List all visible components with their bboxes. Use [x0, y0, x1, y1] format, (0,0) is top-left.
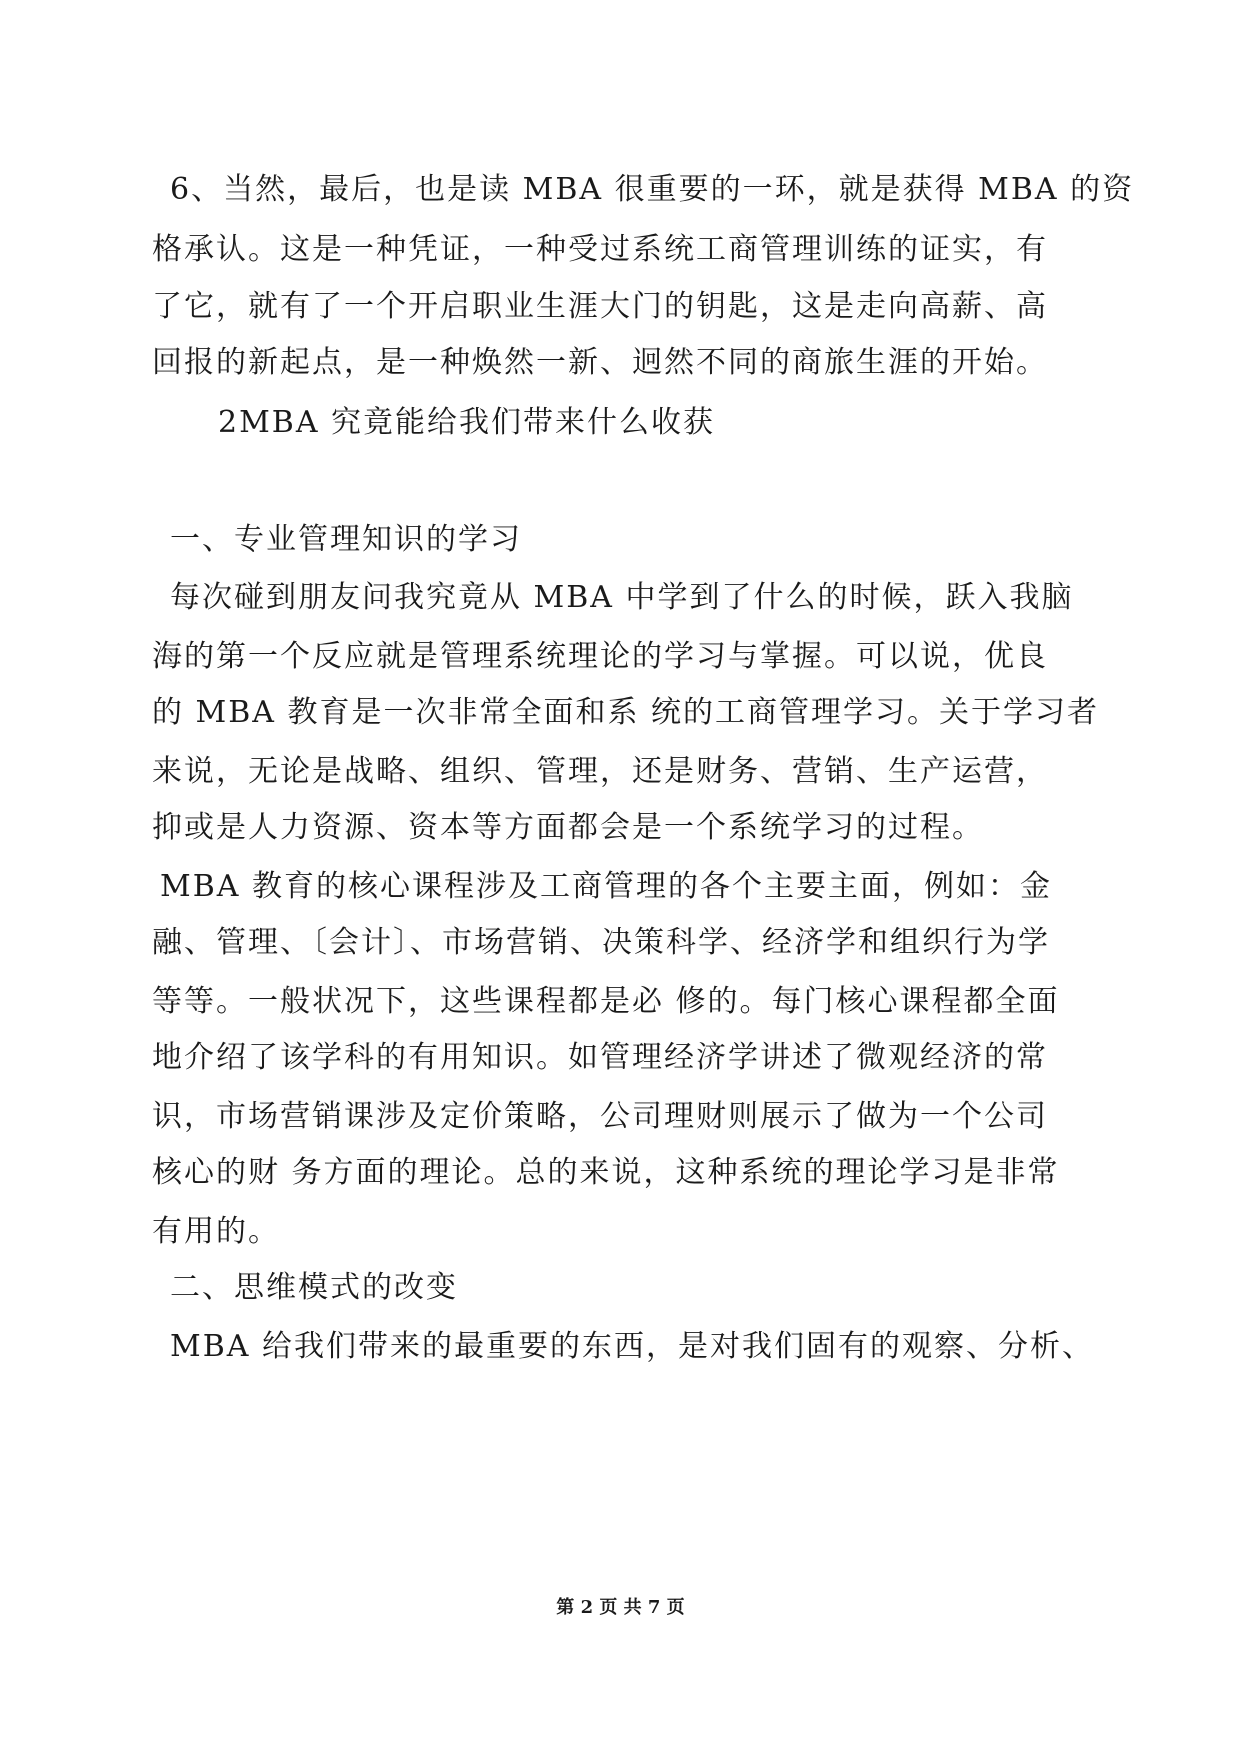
paragraph-line: 抑或是人力资源、资本等方面都会是一个系统学习的过程。	[152, 810, 984, 845]
paragraph-line: MBA 给我们带来的最重要的东西，是对我们固有的观察、分析、	[170, 1329, 1094, 1364]
paragraph-line: 了它，就有了一个开启职业生涯大门的钥匙，这是走向高薪、高	[152, 289, 1048, 324]
paragraph-line: 核心的财 务方面的理论。总的来说，这种系统的理论学习是非常	[152, 1155, 1060, 1190]
paragraph-line: 格承认。这是一种凭证，一种受过系统工商管理训练的证实，有	[152, 232, 1048, 267]
paragraph-line: 海的第一个反应就是管理系统理论的学习与掌握。可以说，优良	[152, 639, 1048, 674]
paragraph-line: 回报的新起点，是一种焕然一新、迥然不同的商旅生涯的开始。	[152, 345, 1048, 380]
paragraph-line: 每次碰到朋友问我究竟从 MBA 中学到了什么的时候，跃入我脑	[170, 580, 1074, 615]
paragraph-line: 等等。一般状况下，这些课程都是必 修的。每门核心课程都全面	[152, 984, 1060, 1019]
paragraph-line: MBA 教育的核心课程涉及工商管理的各个主要主面，例如：金	[160, 869, 1052, 904]
paragraph-line: 来说，无论是战略、组织、管理，还是财务、营销、生产运营，	[152, 754, 1048, 789]
section-heading: 2MBA 究竟能给我们带来什么收获	[218, 405, 716, 440]
section-heading: 一、专业管理知识的学习	[170, 522, 522, 557]
paragraph-line: 地介绍了该学科的有用知识。如管理经济学讲述了微观经济的常	[152, 1040, 1048, 1075]
paragraph-line: 融、管理、〔会计〕、市场营销、决策科学、经济学和组织行为学	[152, 925, 1050, 960]
paragraph-line: 的 MBA 教育是一次非常全面和系 统的工商管理学习。关于学习者	[152, 695, 1100, 730]
paragraph-line: 识，市场营销课涉及定价策略，公司理财则展示了做为一个公司	[152, 1099, 1048, 1134]
page-number-footer: 第 2 页 共 7 页	[556, 1597, 685, 1618]
section-heading: 二、思维模式的改变	[170, 1270, 458, 1305]
paragraph-line: 6、当然，最后，也是读 MBA 很重要的一环，就是获得 MBA 的资	[170, 172, 1135, 207]
paragraph-line: 有用的。	[152, 1214, 280, 1249]
